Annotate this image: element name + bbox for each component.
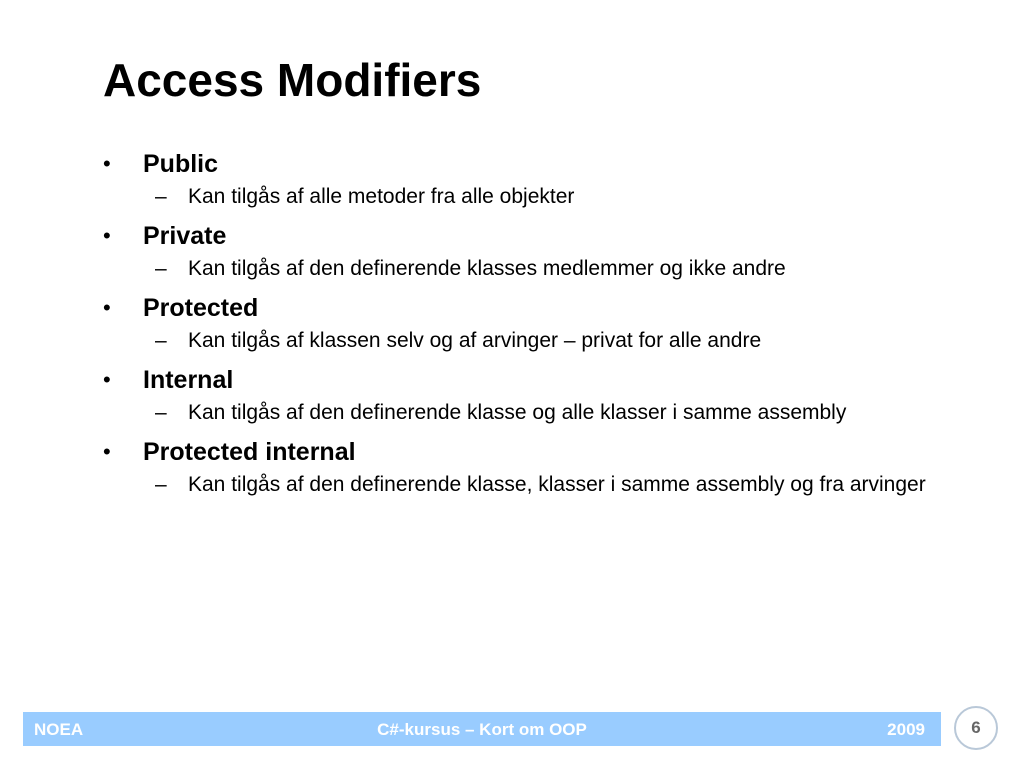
footer-bar xyxy=(23,712,941,746)
list-item-label: Internal xyxy=(143,366,234,394)
bullet-icon: • xyxy=(103,439,111,464)
list-item-public xyxy=(100,146,980,182)
sub-item xyxy=(100,182,968,212)
bullet-list xyxy=(100,146,980,506)
dash-icon: – xyxy=(155,185,167,208)
sub-item-text: Kan tilgås af klassen selv og af arvinger – privat for alle andre xyxy=(188,329,762,352)
list-item-label: Protected internal xyxy=(143,438,356,466)
dash-icon: – xyxy=(155,401,167,424)
bullet-icon: • xyxy=(103,367,111,392)
list-item-internal xyxy=(100,362,980,398)
list-item-label: Private xyxy=(143,222,227,250)
sub-item xyxy=(100,470,968,500)
list-item-label: Protected xyxy=(143,294,259,322)
slide-title: Access Modifiers xyxy=(103,54,482,106)
bullet-icon: • xyxy=(103,223,111,248)
dash-icon: – xyxy=(155,473,167,496)
dash-icon: – xyxy=(155,329,167,352)
sub-item-text: Kan tilgås af alle metoder fra alle objekter xyxy=(188,185,575,208)
footer-course-title: C#-kursus – Kort om OOP xyxy=(377,720,587,739)
sub-item-text: Kan tilgås af den definerende klasse, klasser i samme assembly og fra arvinger xyxy=(188,473,926,496)
bullet-icon: • xyxy=(103,295,111,320)
dash-icon: – xyxy=(155,257,167,280)
footer-organization: NOEA xyxy=(34,720,84,739)
sub-item xyxy=(100,398,968,428)
list-item-protected xyxy=(100,290,980,326)
footer-year: 2009 xyxy=(887,720,925,739)
sub-item-text: Kan tilgås af den definerende klasse og alle klasser i samme assembly xyxy=(188,401,847,424)
list-item-label: Public xyxy=(143,150,219,178)
list-item-private xyxy=(100,218,980,254)
list-item-protected-internal xyxy=(100,434,980,470)
sub-item xyxy=(100,254,968,284)
sub-item xyxy=(100,326,968,356)
page-number: 6 xyxy=(954,706,998,750)
sub-item-text: Kan tilgås af den definerende klasses medlemmer og ikke andre xyxy=(188,257,786,280)
bullet-icon: • xyxy=(103,151,111,176)
